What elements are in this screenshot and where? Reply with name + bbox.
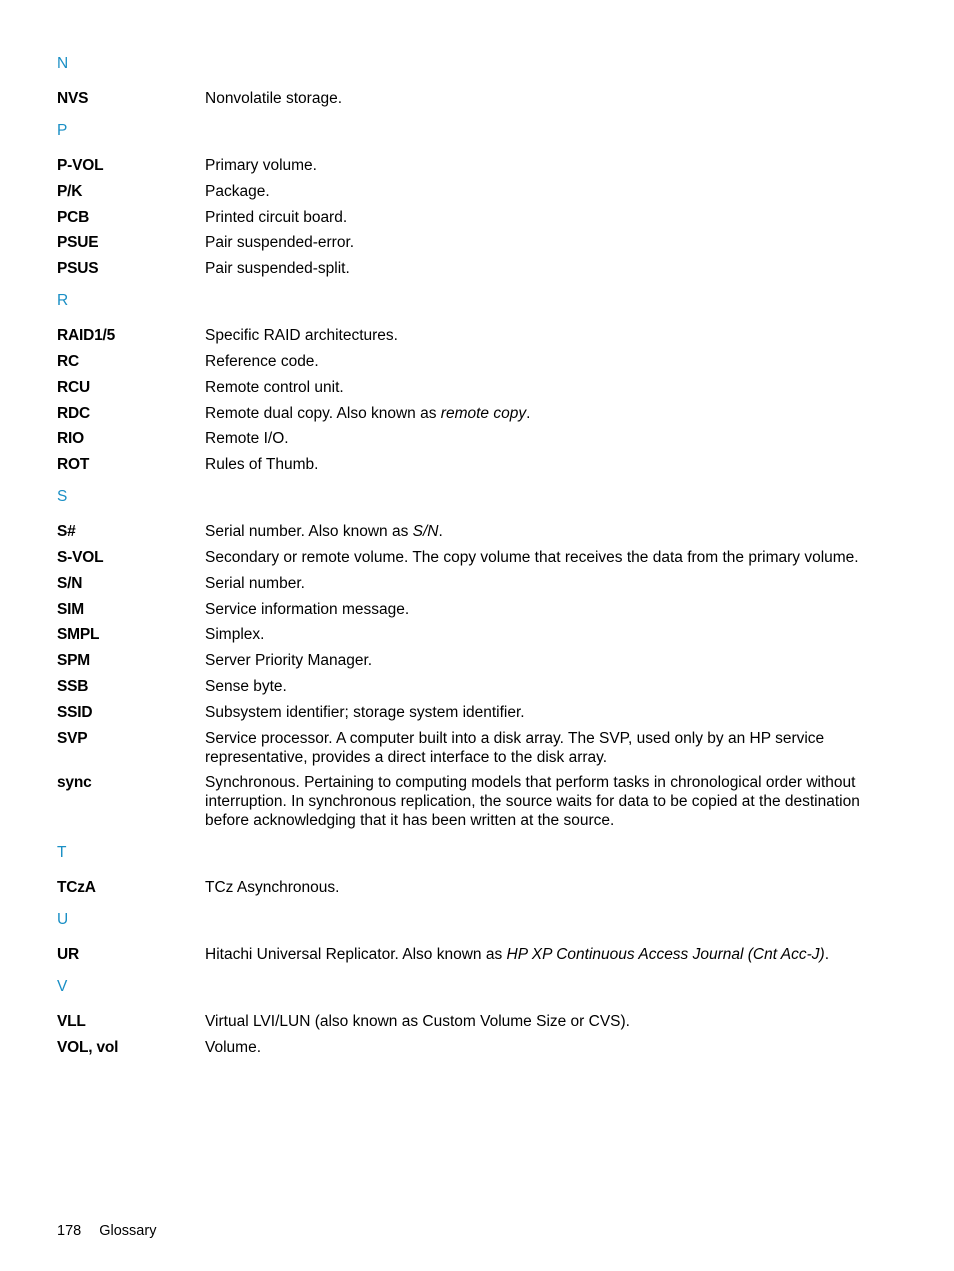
definition-text: Serial number. (205, 574, 305, 592)
glossary-definition (205, 182, 877, 201)
definition-text: Service information message. (205, 600, 410, 618)
definition-text: TCz Asynchronous. (205, 879, 340, 897)
definition-text: Sense byte. (205, 677, 287, 695)
glossary-entries (57, 89, 877, 108)
glossary-definition (205, 600, 877, 619)
glossary-term: RDC (57, 404, 90, 422)
glossary-term: P-VOL (57, 157, 104, 174)
glossary-term: SVP (57, 729, 88, 747)
definition-text: Package. (205, 182, 270, 200)
definition-text: Pair suspended-error. (205, 234, 355, 252)
glossary-term: P/K (57, 182, 83, 200)
glossary-entry (57, 729, 877, 767)
glossary-entry (57, 455, 877, 474)
definition-text: . (824, 946, 829, 964)
glossary-content (57, 54, 877, 1070)
definition-text: Subsystem identifier; storage system identifier. (205, 703, 525, 721)
definition-text: Remote dual copy. Also known as (205, 404, 441, 422)
glossary-entry (57, 404, 877, 423)
glossary-definition (205, 326, 877, 345)
definition-text: Reference code. (205, 352, 319, 370)
glossary-definition (205, 651, 877, 670)
glossary-term: UR (57, 946, 79, 964)
glossary-section-t (57, 843, 877, 897)
glossary-term: S# (57, 523, 76, 541)
glossary-entries (57, 156, 877, 278)
glossary-entry (57, 156, 877, 175)
glossary-definition (205, 455, 877, 474)
definition-text: Printed circuit board. (205, 208, 348, 226)
section-letter-heading: S (57, 488, 68, 506)
definition-text: Nonvolatile storage. (205, 90, 342, 107)
definition-text: Volume. (205, 1039, 262, 1057)
glossary-entries (57, 326, 877, 474)
glossary-entry (57, 945, 877, 964)
glossary-definition (205, 522, 877, 541)
glossary-definition (205, 1038, 877, 1057)
definition-text: Serial number. Also known as (205, 523, 413, 541)
glossary-entry (57, 259, 877, 278)
glossary-term: RCU (57, 378, 90, 396)
definition-text: Simplex. (205, 626, 265, 644)
glossary-entry (57, 1012, 877, 1031)
definition-text: . (526, 404, 531, 422)
glossary-term: RAID1/5 (57, 327, 116, 345)
section-letter-heading: P (57, 122, 68, 139)
glossary-definition (205, 156, 877, 175)
glossary-definition (205, 574, 877, 593)
definition-italic-text: remote copy (440, 404, 527, 422)
glossary-entry (57, 677, 877, 696)
glossary-definition (205, 429, 877, 448)
glossary-term: RIO (57, 430, 84, 448)
glossary-entry (57, 773, 877, 830)
glossary-section-p (57, 121, 877, 278)
glossary-definition (205, 89, 877, 108)
glossary-term: VLL (57, 1013, 86, 1031)
glossary-term: SPM (57, 652, 90, 670)
definition-text: . (438, 523, 443, 541)
glossary-definition (205, 677, 877, 696)
glossary-term: sync (57, 774, 92, 792)
glossary-entry (57, 878, 877, 897)
glossary-section-v (57, 977, 877, 1057)
glossary-definition (205, 729, 877, 767)
glossary-entry (57, 600, 877, 619)
glossary-entries (57, 945, 877, 964)
glossary-entry (57, 233, 877, 252)
glossary-section-s (57, 487, 877, 830)
section-letter-heading: N (57, 55, 69, 72)
glossary-term: TCzA (57, 879, 96, 897)
glossary-section-r (57, 291, 877, 474)
glossary-definition (205, 259, 877, 278)
glossary-term: ROT (57, 456, 90, 474)
definition-text: Primary volume. (205, 157, 317, 174)
definition-text: Synchronous. Pertaining to computing models that perform tasks in chronological order without interruption. In synchronous replication, the source waits for data to be copied at the destination before acknowledging that it has been written at the source. (205, 774, 860, 830)
definition-text: Specific RAID architectures. (205, 327, 398, 345)
section-letter-heading: U (57, 911, 69, 929)
glossary-entries (57, 522, 877, 830)
glossary-section-u (57, 910, 877, 964)
glossary-term: S-VOL (57, 548, 104, 566)
glossary-definition (205, 233, 877, 252)
glossary-section-n (57, 54, 877, 108)
glossary-term: SSB (57, 677, 89, 695)
definition-text: Server Priority Manager. (205, 652, 373, 670)
glossary-term: VOL, vol (57, 1039, 119, 1057)
glossary-definition (205, 773, 877, 830)
section-letter-heading: R (57, 292, 69, 310)
definition-text: Pair suspended-split. (205, 260, 350, 278)
glossary-term: PSUS (57, 260, 99, 278)
definition-text: Rules of Thumb. (205, 456, 319, 474)
glossary-term: RC (57, 352, 79, 370)
glossary-term: NVS (57, 90, 89, 107)
page-footer (57, 1222, 156, 1240)
glossary-entry (57, 548, 877, 567)
glossary-entry (57, 429, 877, 448)
definition-text: Service processor. A computer built into a disk array. The SVP, used only by an HP service representative, provides a direct interface to the disk array. (205, 729, 825, 766)
glossary-term: PCB (57, 208, 90, 226)
definition-text: Hitachi Universal Replicator. Also known as (205, 946, 507, 964)
glossary-entry (57, 352, 877, 371)
glossary-entry (57, 182, 877, 201)
glossary-entry (57, 651, 877, 670)
page-number: 178 (57, 1223, 82, 1239)
section-letter-heading: T (57, 844, 67, 862)
glossary-entry (57, 625, 877, 644)
definition-text: Remote control unit. (205, 378, 344, 396)
glossary-entries (57, 1012, 877, 1057)
glossary-term: SIM (57, 600, 84, 618)
glossary-definition (205, 404, 877, 423)
glossary-entry (57, 703, 877, 722)
glossary-term: SMPL (57, 626, 100, 644)
glossary-definition (205, 548, 877, 567)
glossary-definition (205, 703, 877, 722)
glossary-term: SSID (57, 703, 93, 721)
footer-section-title: Glossary (99, 1223, 157, 1239)
definition-text: Secondary or remote volume. The copy volume that receives the data from the primary volume. (205, 548, 859, 566)
definition-italic-text: S/N (412, 523, 439, 541)
definition-italic-text: HP XP Continuous Access Journal (Cnt Acc-J) (506, 946, 825, 964)
glossary-definition (205, 352, 877, 371)
glossary-entry (57, 89, 877, 108)
glossary-entry (57, 1038, 877, 1057)
glossary-definition (205, 625, 877, 644)
section-letter-heading: V (57, 978, 68, 996)
definition-text: Remote I/O. (205, 430, 289, 448)
glossary-definition (205, 378, 877, 397)
glossary-entry (57, 574, 877, 593)
definition-text: Virtual LVI/LUN (also known as Custom Volume Size or CVS). (205, 1013, 630, 1031)
glossary-definition (205, 1012, 877, 1031)
glossary-term: PSUE (57, 234, 99, 252)
glossary-entry (57, 208, 877, 227)
glossary-definition (205, 208, 877, 227)
glossary-term: S/N (57, 574, 83, 592)
glossary-entry (57, 378, 877, 397)
glossary-entry (57, 522, 877, 541)
glossary-definition (205, 945, 877, 964)
glossary-entries (57, 878, 877, 897)
glossary-entry (57, 326, 877, 345)
glossary-definition (205, 878, 877, 897)
